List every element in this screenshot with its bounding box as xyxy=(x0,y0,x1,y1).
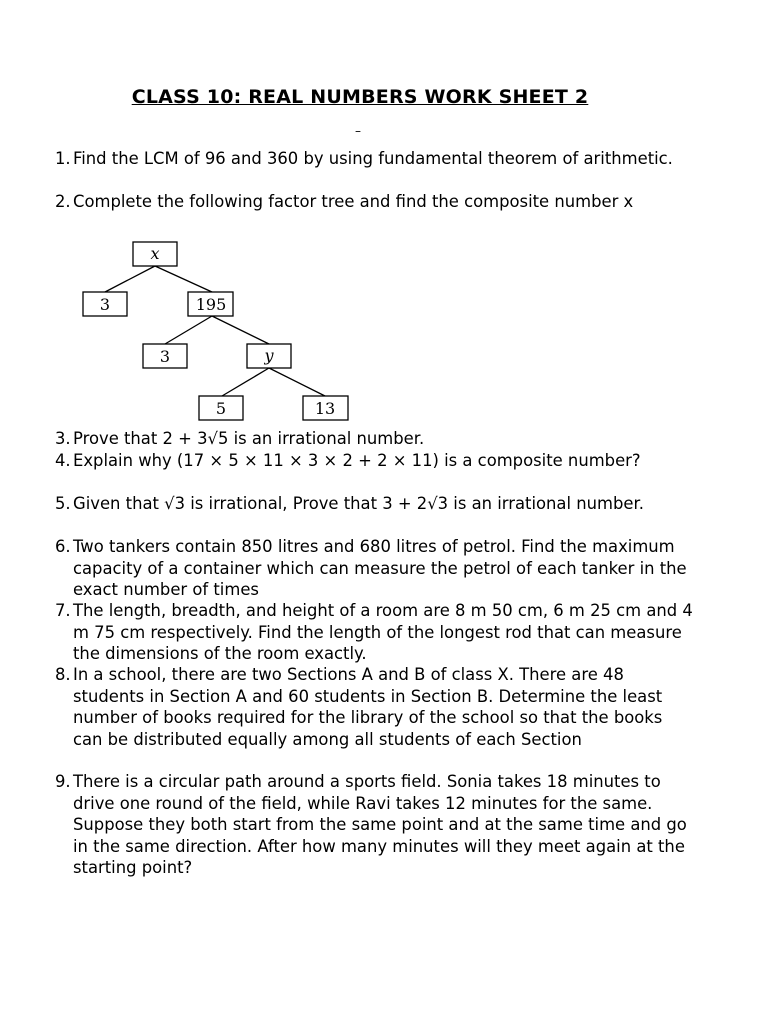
tree-edge xyxy=(269,368,325,396)
question-number: 8. xyxy=(55,665,71,684)
question-text: Find the LCM of 96 and 360 by using fundamental theorem of arithmetic. xyxy=(73,149,673,168)
tree-node-y: y xyxy=(264,346,274,365)
question-text: Prove that 2 + 3√5 is an irrational number. xyxy=(73,429,425,448)
tree-node-13: 13 xyxy=(314,399,336,418)
question-text: In a school, there are two Sections A and B of class X. There are 48 students in Section A and 60 students in Section B. Determine the least number of books required for the library of the school so that the books can be distributed equally among all students of each Section xyxy=(73,665,663,749)
question-text: Explain why (17 × 5 × 11 × 3 × 2 + 2 × 11) is a composite number? xyxy=(73,451,641,470)
question-number: 2. xyxy=(55,192,71,211)
question-number: 6. xyxy=(55,537,71,556)
tree-edge xyxy=(155,266,212,292)
tree-edge xyxy=(105,266,155,292)
tree-edge xyxy=(222,368,269,396)
question-3 xyxy=(55,428,695,450)
question-number: 7. xyxy=(55,601,71,620)
question-9 xyxy=(55,771,695,879)
tree-node-3: 3 xyxy=(99,295,111,314)
question-number: 9. xyxy=(55,772,71,791)
question-6 xyxy=(55,536,695,601)
question-text: There is a circular path around a sports field. Sonia takes 18 minutes to drive one round of the field, while Ravi takes 12 minutes for the same. Suppose they both start from the same point and at the same time and go in the same direction. After how many minutes will they meet again at the starting point? xyxy=(73,772,687,877)
question-2 xyxy=(55,191,695,213)
factor-tree xyxy=(75,236,365,426)
worksheet-title: CLASS 10: REAL NUMBERS WORK SHEET 2 xyxy=(131,86,589,108)
question-4 xyxy=(55,450,695,472)
question-number: 1. xyxy=(55,149,71,168)
tree-node-x: x xyxy=(150,244,160,263)
dash-mark: – xyxy=(355,124,361,138)
question-text: The length, breadth, and height of a room are 8 m 50 cm, 6 m 25 cm and 4 m 75 cm respectively. Find the length of the longest rod that can measure the dimensions of the room exactly. xyxy=(73,601,693,663)
question-number: 4. xyxy=(55,451,71,470)
tree-node-195: 195 xyxy=(195,295,227,314)
question-5 xyxy=(55,493,695,515)
tree-edge xyxy=(212,316,269,344)
question-text: Given that √3 is irrational, Prove that 3 + 2√3 is an irrational number. xyxy=(73,494,644,513)
tree-node-3: 3 xyxy=(159,347,171,366)
tree-edge xyxy=(165,316,212,344)
question-8 xyxy=(55,664,695,750)
question-text: Complete the following factor tree and find the composite number x xyxy=(73,192,634,211)
question-text: Two tankers contain 850 litres and 680 litres of petrol. Find the maximum capacity of a container which can measure the petrol of each tanker in the exact number of times xyxy=(73,537,687,599)
question-1 xyxy=(55,148,695,170)
question-number: 5. xyxy=(55,494,71,513)
tree-node-5: 5 xyxy=(215,399,227,418)
question-number: 3. xyxy=(55,429,71,448)
question-7 xyxy=(55,600,695,665)
